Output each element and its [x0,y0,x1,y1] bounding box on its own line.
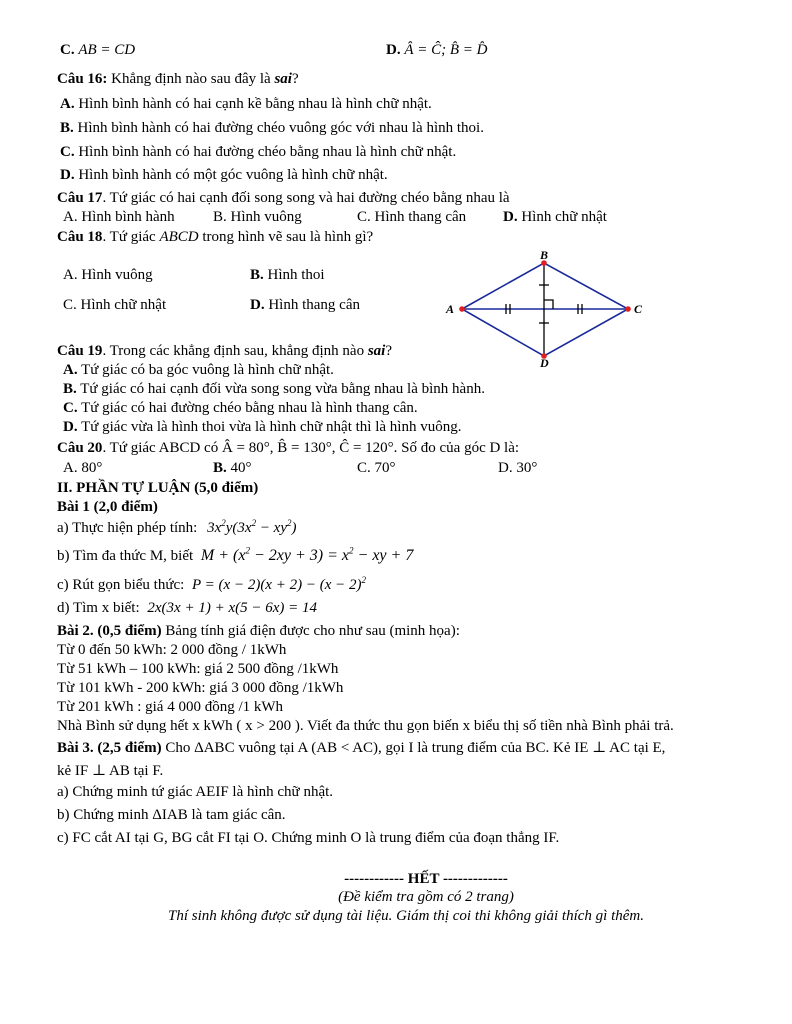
bai2-task: Nhà Bình sử dụng hết x kWh ( x > 200 ). Viết đa thức thu gọn biến x biểu thị số tiền nhà Bình phải trả. [57,718,674,734]
bai1-c: c) Rút gọn biểu thức: $P = (x - 2)(x + 2) - (x - 2)^2$ [57,575,366,593]
bai2-line: Từ 101 kWh - 200 kWh: giá 3 000 đồng /1kWh [57,680,344,696]
q16-stem: Câu 16: Khẳng định nào sau đây là sai? [57,71,299,87]
q18-option-c: C. Hình chữ nhật [63,297,167,313]
q19-stem: Câu 19. Trong các khẳng định sau, khẳng định nào sai? [57,343,393,359]
formula-a: $3x^2y(3x^2 - xy^2)$ [207,518,297,536]
bai1-title: Bài 1 (2,0 điểm) [57,499,158,515]
bai1-a: a) Thực hiện phép tính: $3x^2y(3x^2 - xy^2)$ [57,518,297,536]
label-b: B [540,248,549,262]
bai1-b: b) Tìm đa thức M, biết $M + (x^2 - 2xy + 3) = x^2$ − xy + 7 [57,545,414,564]
q16-option-b: B. Hình bình hành có hai đường chéo vuông góc với nhau là hình thoi. [60,120,484,136]
label-c: C [634,302,643,316]
part2-title: II. PHẦN TỰ LUẬN (5,0 điểm) [57,480,259,496]
formula-c: $P = (x - 2)(x + 2) - (x - 2)^2$ [192,575,366,593]
bai3-part-a: a) Chứng minh tứ giác AEIF là hình chữ nhật. [57,784,334,800]
q19-option-b: B. Tứ giác có hai cạnh đối vừa song song vừa bằng nhau là bình hành. [63,381,485,397]
bai2-title: Bài 2. (0,5 điểm) Bảng tính giá điện được cho như sau (minh họa): [57,623,460,639]
q15-option-c: C. AB = CD [60,42,136,58]
q16-option-a: A. Hình bình hành có hai cạnh kề bằng nhau là hình chữ nhật. [60,96,432,112]
bai3-line2: kẻ IF ⊥ AB tại F. [57,763,164,779]
exam-instruction: Thí sinh không được sử dụng tài liệu. Giám thị coi thi không giải thích gì thêm. [167,908,644,924]
rhombus-figure [440,248,650,368]
q17-option-b: B. Hình vuông [213,209,302,225]
label-d: D [540,356,549,368]
q16-option-d: D. Hình bình hành có một góc vuông là hình chữ nhật. [60,167,388,183]
end-marker: ------------ HẾT ------------- [344,871,508,887]
q18-option-b: B. Hình thoi [250,267,325,283]
q20-option-d: D. 30° [498,460,538,476]
q20-stem: Câu 20. Tứ giác ABCD có Â = 80°, B̂ = 130°, Ĉ = 120°. Số đo của góc D là: [57,440,520,456]
q18-option-a: A. Hình vuông [63,267,153,283]
q20-option-b: B. 40° [213,460,252,476]
q17-stem: Câu 17. Tứ giác có hai cạnh đối song song và hai đường chéo bằng nhau là [57,190,510,206]
q19-option-d: D. Tứ giác vừa là hình thoi vừa là hình chữ nhật thì là hình vuông. [63,419,462,435]
q19-option-c: C. Tứ giác có hai đường chéo bằng nhau là hình thang cân. [63,400,418,416]
bai2-line: Từ 201 kWh : giá 4 000 đồng /1 kWh [57,699,284,715]
point-a [459,306,465,312]
bai3-part-b: b) Chứng minh ΔIAB là tam giác cân. [57,807,286,823]
q17-option-c: C. Hình thang cân [357,209,467,225]
q20-option-a: A. 80° [63,460,103,476]
q18-option-d: D. Hình thang cân [250,297,360,313]
bai2-line: Từ 51 kWh – 100 kWh: giá 2 500 đồng /1kWh [57,661,339,677]
q19-option-a: A. Tứ giác có ba góc vuông là hình chữ nhật. [63,362,334,378]
q17-option-d: D. Hình chữ nhật [503,209,607,225]
bai1-d: d) Tìm x biết: 2x(3x + 1) + x(5 − 6x) = 14 [57,600,317,616]
bai3-part-c: c) FC cắt AI tại G, BG cắt FI tại O. Chứng minh O là trung điểm của đoạn thẳng IF. [57,830,560,846]
label-a: A [446,302,455,316]
point-c [625,306,631,312]
page-note: (Đề kiểm tra gồm có 2 trang) [338,889,514,905]
q15-option-d: D. Â = Ĉ; B̂ = D̂ [386,42,488,58]
q18-stem: Câu 18. Tứ giác ABCD trong hình vẽ sau là hình gì? [57,229,374,245]
right-angle-mark [544,300,553,309]
q17-option-a: A. Hình bình hành [63,209,175,225]
bai3-intro: Bài 3. (2,5 điểm) Cho ΔABC vuông tại A (AB < AC), gọi I là trung điểm của BC. Kẻ IE ⊥ AC tại E, [57,740,666,756]
q16-option-c: C. Hình bình hành có hai đường chéo bằng nhau là hình chữ nhật. [60,144,457,160]
q20-option-c: C. 70° [357,460,396,476]
bai2-line: Từ 0 đến 50 kWh: 2 000 đồng / 1kWh [57,642,287,658]
formula-b: $M + (x^2 - 2xy + 3) = x^2$ − xy + 7 [200,545,414,564]
formula-d: 2x(3x + 1) + x(5 − 6x) = 14 [147,600,317,616]
